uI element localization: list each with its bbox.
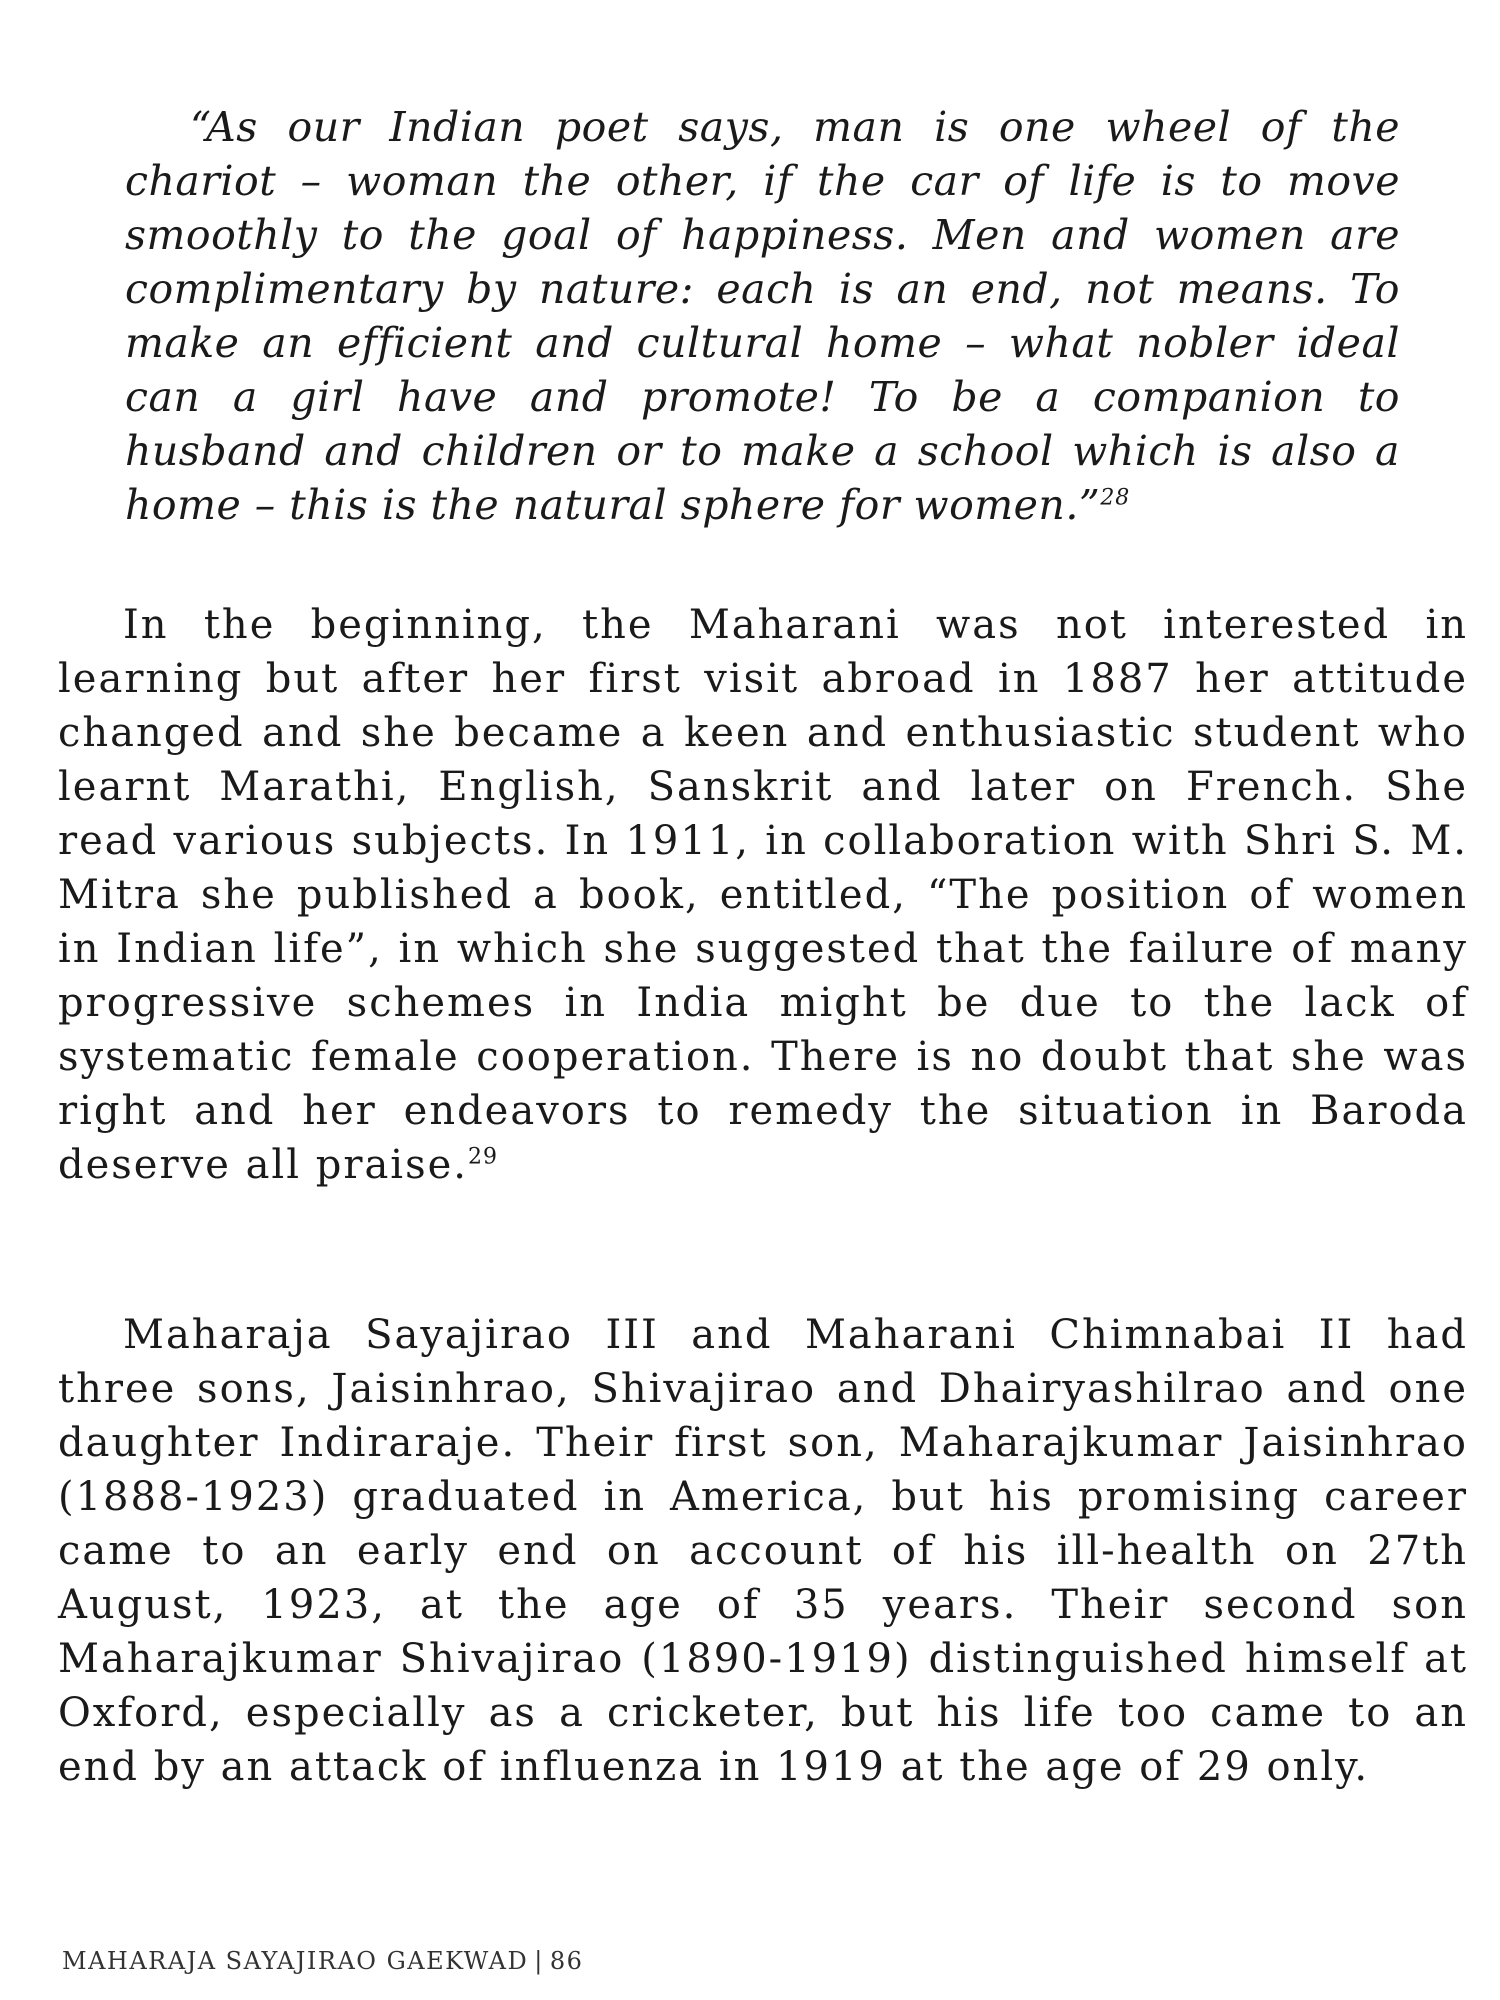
page-footer [62, 1947, 583, 1975]
quote-text: “As our Indian poet says, man is one wheel of the chariot – woman the other, if the car of life is to move smoothly to the goal of happiness. Men and women are complimentary by nature: each is an end, not means. To make an efficient and cultural home – what nobler ideal can a girl have and promote! To be a companion to husband and children or to make a school which is also a home – this is the natural sphere for women.” [125, 103, 1400, 529]
footnote-marker-29: 29 [468, 1144, 499, 1170]
footnote-marker-28: 28 [1100, 485, 1131, 511]
paragraph-maharani-learning [58, 598, 1468, 1192]
paragraph-text: Maharaja Sayajirao III and Maharani Chimnabai II had three sons, Jaisinhrao, Shivajirao and Dhairyashilrao and one daughter Indiraraje. Their first son, Maharajkumar Jaisinhrao (1888-1923) graduated in America, but his promising career came to an early end on account of his ill-health on 27th August, 1923, at the age of 35 years. Their second son Maharajkumar Shivajirao (1890-1919) distinguished himself at Oxford, especially as a cricketer, but his life too came to an end by an attack of influenza in 1919 at the age of 29 only. [58, 1312, 1468, 1790]
block-quote [125, 100, 1400, 532]
paragraph-text: In the beginning, the Maharani was not interested in learning but after her first visit abroad in 1887 her attitude changed and she became a keen and enthusiastic student who learnt Marathi, English, Sanskrit and later on French. She read various subjects. In 1911, in collaboration with Shri S. M. Mitra she published a book, entitled, “The position of women in Indian life”, in which she suggested that the failure of many progressive schemes in India might be due to the lack of systematic female cooperation. There is no doubt that she was right and her endeavors to remedy the situation in Baroda deserve all praise. [58, 602, 1468, 1188]
page-number: 86 [549, 1947, 584, 1975]
paragraph-sons-daughter [58, 1308, 1468, 1794]
footer-separator: | [534, 1947, 544, 1975]
running-title: MAHARAJA SAYAJIRAO GAEKWAD [62, 1947, 529, 1975]
